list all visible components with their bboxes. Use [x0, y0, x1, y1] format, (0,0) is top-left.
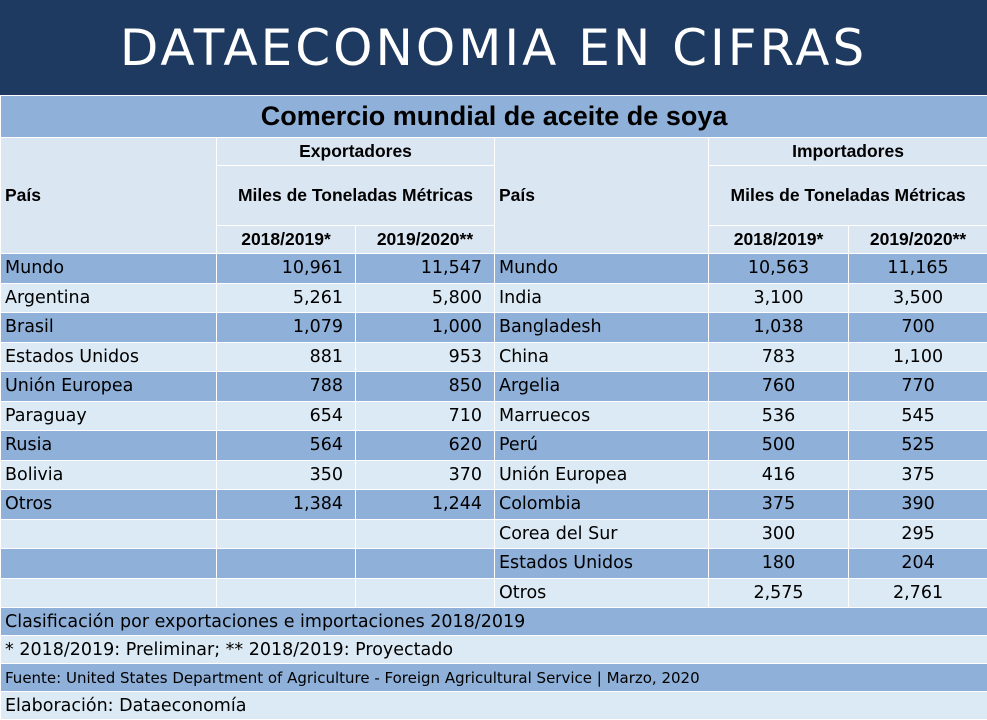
exporter-value-2019-2020: 1,000	[356, 313, 495, 343]
importer-value-2018-2019: 1,038	[709, 313, 849, 343]
exporter-value-2018-2019: 564	[217, 431, 356, 461]
importer-country: Unión Europea	[495, 460, 709, 490]
exporter-value-2018-2019	[217, 549, 356, 579]
importers-header: Importadores	[709, 138, 987, 166]
exporter-value-2018-2019: 10,961	[217, 254, 356, 284]
importer-value-2018-2019: 300	[709, 519, 849, 549]
exporter-value-2018-2019: 350	[217, 460, 356, 490]
importer-country: Otros	[495, 578, 709, 608]
exporter-value-2019-2020: 850	[356, 372, 495, 402]
footer-note: Fuente: United States Department of Agriculture - Foreign Agricultural Service | Marzo, 2020	[1, 664, 987, 692]
importer-value-2019-2020: 390	[849, 490, 987, 520]
exporter-value-2018-2019: 5,261	[217, 283, 356, 313]
importer-value-2018-2019: 760	[709, 372, 849, 402]
importer-country: Mundo	[495, 254, 709, 284]
table-row	[1, 283, 987, 313]
importer-value-2019-2020: 375	[849, 460, 987, 490]
importer-value-2018-2019: 2,575	[709, 578, 849, 608]
footer-note-row	[1, 664, 987, 692]
exporter-value-2019-2020: 620	[356, 431, 495, 461]
importer-value-2019-2020: 525	[849, 431, 987, 461]
exporter-value-2018-2019	[217, 578, 356, 608]
exporter-value-2019-2020	[356, 549, 495, 579]
exporter-country: Estados Unidos	[1, 342, 217, 372]
exporter-value-2019-2020: 11,547	[356, 254, 495, 284]
exporter-country	[1, 549, 217, 579]
exporter-value-2018-2019: 881	[217, 342, 356, 372]
exporter-country: Bolivia	[1, 460, 217, 490]
exporter-value-2019-2020: 5,800	[356, 283, 495, 313]
exporter-value-2018-2019: 1,384	[217, 490, 356, 520]
table-row	[1, 401, 987, 431]
footer-note-row	[1, 608, 987, 636]
exporter-value-2019-2020: 370	[356, 460, 495, 490]
exporter-country-header: País	[1, 138, 217, 254]
table-title: Comercio mundial de aceite de soya	[1, 96, 987, 138]
table-row	[1, 578, 987, 608]
importers-year2-header: 2019/2020**	[849, 226, 987, 254]
table-row	[1, 460, 987, 490]
importer-country: Marruecos	[495, 401, 709, 431]
exporters-header: Exportadores	[217, 138, 495, 166]
table-row	[1, 519, 987, 549]
importers-year1-header: 2018/2019*	[709, 226, 849, 254]
table-row	[1, 549, 987, 579]
importer-country: China	[495, 342, 709, 372]
footer-note: Elaboración: Dataeconomía	[1, 692, 987, 720]
importer-country: Perú	[495, 431, 709, 461]
exporter-country	[1, 519, 217, 549]
importer-value-2019-2020: 1,100	[849, 342, 987, 372]
importer-value-2019-2020: 11,165	[849, 254, 987, 284]
importer-country: Argelia	[495, 372, 709, 402]
footer-note-row	[1, 692, 987, 720]
importer-country: Estados Unidos	[495, 549, 709, 579]
importer-country: Colombia	[495, 490, 709, 520]
importer-value-2018-2019: 416	[709, 460, 849, 490]
exporter-value-2019-2020	[356, 578, 495, 608]
exporter-value-2018-2019: 788	[217, 372, 356, 402]
table-row	[1, 490, 987, 520]
exporter-value-2019-2020: 1,244	[356, 490, 495, 520]
importer-country: India	[495, 283, 709, 313]
importer-value-2019-2020: 204	[849, 549, 987, 579]
exporter-country: Unión Europea	[1, 372, 217, 402]
exporter-country: Mundo	[1, 254, 217, 284]
soy-oil-trade-table	[0, 95, 987, 720]
importer-value-2018-2019: 10,563	[709, 254, 849, 284]
footer-note-row	[1, 636, 987, 664]
exporters-units: Miles de Toneladas Métricas	[217, 166, 495, 226]
exporter-value-2018-2019: 654	[217, 401, 356, 431]
importer-value-2018-2019: 783	[709, 342, 849, 372]
importer-country: Bangladesh	[495, 313, 709, 343]
importer-value-2019-2020: 770	[849, 372, 987, 402]
importer-value-2019-2020: 3,500	[849, 283, 987, 313]
exporters-year2-header: 2019/2020**	[356, 226, 495, 254]
importer-value-2018-2019: 500	[709, 431, 849, 461]
importer-country-header: País	[495, 138, 709, 254]
exporter-country: Argentina	[1, 283, 217, 313]
importer-value-2019-2020: 700	[849, 313, 987, 343]
table-row	[1, 372, 987, 402]
importer-value-2019-2020: 545	[849, 401, 987, 431]
exporter-value-2019-2020: 710	[356, 401, 495, 431]
table-row	[1, 254, 987, 284]
exporter-country: Otros	[1, 490, 217, 520]
exporter-country: Rusia	[1, 431, 217, 461]
exporter-value-2018-2019	[217, 519, 356, 549]
table-row	[1, 431, 987, 461]
importer-value-2019-2020: 2,761	[849, 578, 987, 608]
importers-units: Miles de Toneladas Métricas	[709, 166, 987, 226]
importer-value-2019-2020: 295	[849, 519, 987, 549]
exporter-country: Paraguay	[1, 401, 217, 431]
exporters-year1-header: 2018/2019*	[217, 226, 356, 254]
exporter-country: Brasil	[1, 313, 217, 343]
exporter-value-2018-2019: 1,079	[217, 313, 356, 343]
exporter-value-2019-2020	[356, 519, 495, 549]
table-row	[1, 342, 987, 372]
footer-note: Clasificación por exportaciones e importaciones 2018/2019	[1, 608, 987, 636]
exporter-value-2019-2020: 953	[356, 342, 495, 372]
importer-country: Corea del Sur	[495, 519, 709, 549]
importer-value-2018-2019: 3,100	[709, 283, 849, 313]
table-row	[1, 313, 987, 343]
exporter-country	[1, 578, 217, 608]
importer-value-2018-2019: 536	[709, 401, 849, 431]
footer-note: * 2018/2019: Preliminar; ** 2018/2019: Proyectado	[1, 636, 987, 664]
importer-value-2018-2019: 375	[709, 490, 849, 520]
importer-value-2018-2019: 180	[709, 549, 849, 579]
banner-title: DATAECONOMIA EN CIFRAS	[0, 0, 987, 95]
